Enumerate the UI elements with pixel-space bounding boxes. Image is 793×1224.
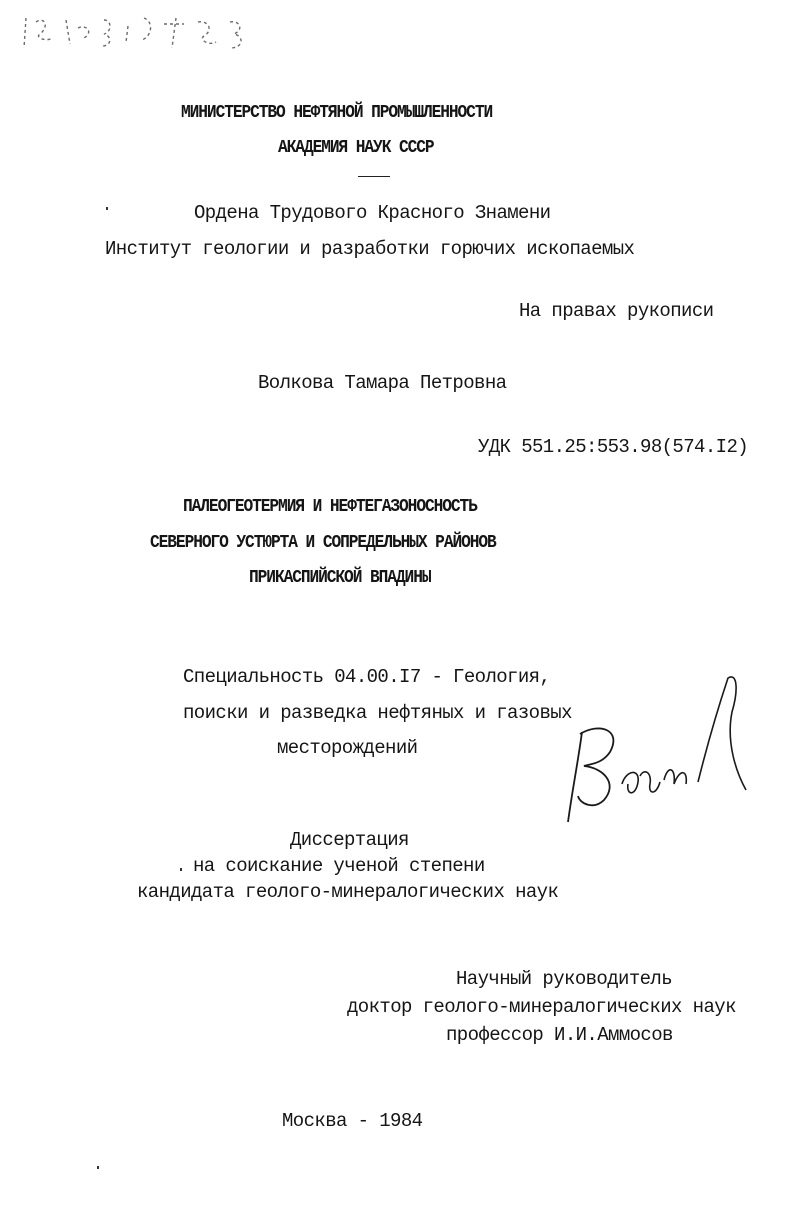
place-and-year: Москва - 1984 [282, 1110, 423, 1132]
institute-order: Ордена Трудового Красного Знамени [194, 202, 551, 224]
heading-divider [358, 176, 390, 177]
institute-name: Институт геологии и разработки горючих ископаемых [105, 238, 635, 260]
archive-handwritten-mark [8, 8, 258, 58]
supervisor-line-3: профессор И.И.Аммосов [446, 1024, 673, 1046]
dissertation-line-2: на соискание ученой степени [193, 855, 485, 877]
specialty-line-3: месторождений [277, 737, 418, 759]
thesis-title-line-3: ПРИКАСПИЙСКОЙ ВПАДИНЫ [249, 568, 431, 588]
specialty-line-2: поиски и разведка нефтяных и газовых [183, 702, 572, 724]
udc-code: УДК 551.25:553.98(574.I2) [478, 436, 749, 458]
academy-heading: АКАДЕМИЯ НАУК СССР [278, 138, 434, 158]
supervisor-line-2: доктор геолого-минералогических наук [347, 996, 736, 1018]
specialty-line-1: Специальность 04.00.I7 - Геология, [183, 666, 551, 688]
author-name: Волкова Тамара Петровна [258, 372, 507, 394]
speck [106, 207, 108, 210]
speck [180, 868, 182, 871]
dissertation-line-3: кандидата геолого-минералогических наук [137, 881, 559, 903]
speck [97, 1166, 99, 1169]
dissertation-line-1: Диссертация [290, 829, 409, 851]
ministry-heading: МИНИСТЕРСТВО НЕФТЯНОЙ ПРОМЫШЛЕННОСТИ [181, 103, 493, 123]
manuscript-note: На правах рукописи [519, 300, 714, 322]
thesis-title-line-1: ПАЛЕОГЕОТЕРМИЯ И НЕФТЕГАЗОНОСНОСТЬ [183, 497, 477, 517]
handwritten-signature [560, 672, 750, 832]
supervisor-line-1: Научный руководитель [456, 968, 673, 990]
thesis-title-line-2: СЕВЕРНОГО УСТЮРТА И СОПРЕДЕЛЬНЫХ РАЙОНОВ [150, 533, 496, 553]
